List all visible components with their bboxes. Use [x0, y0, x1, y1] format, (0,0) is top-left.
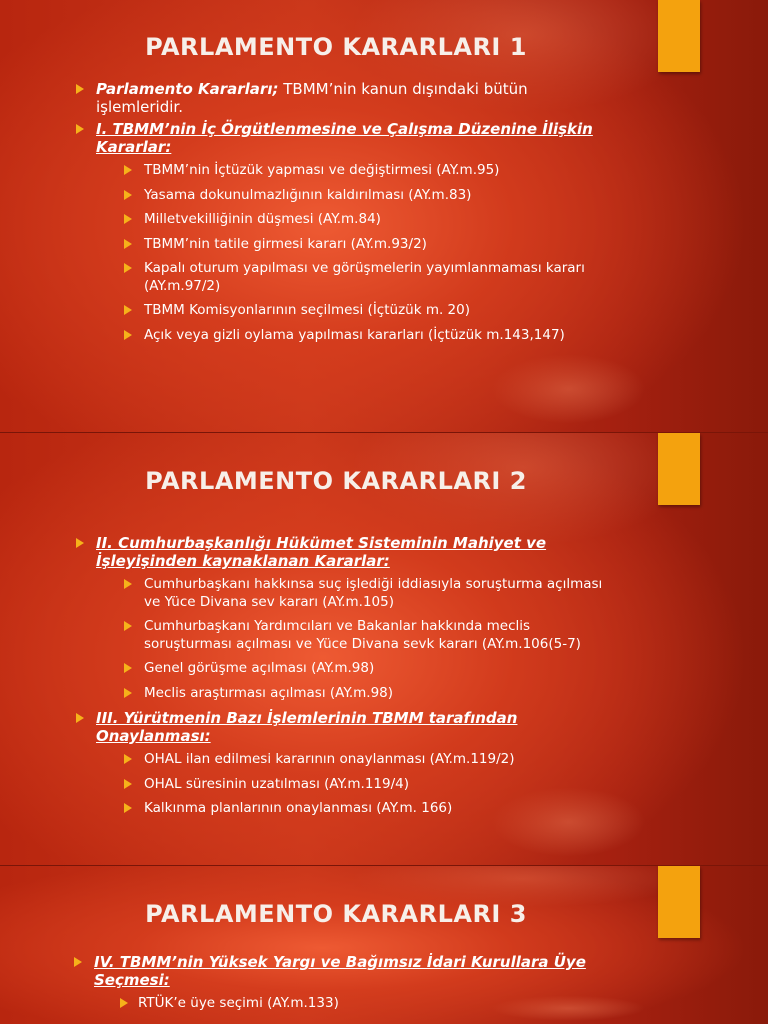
sub-list: [94, 995, 612, 1013]
list-item: TBMM Komisyonlarının seçilmesi (İçtüzük m. 20): [118, 302, 614, 320]
list-item: OHAL ilan edilmesi kararının onaylanması (AY.m.119/2): [118, 751, 614, 769]
list-item: Cumhurbaşkanı Yardımcıları ve Bakanlar hakkında meclis soruşturması açılması ve Yüce Divana sevk kararı (AY.m.106(5-7): [118, 618, 614, 653]
section-heading: III. Yürütmenin Bazı İşlemlerinin TBMM tarafından Onaylanması:: [96, 709, 518, 745]
section-heading: IV. TBMM’nin Yüksek Yargı ve Bağımsız İdari Kurullara Üye Seçmesi:: [94, 953, 586, 989]
slide-content: [74, 80, 614, 351]
sub-list: [96, 751, 614, 818]
list-item: Genel görüşme açılması (AY.m.98): [118, 660, 614, 678]
sub-list: [96, 576, 614, 702]
list-item: TBMM’nin İçtüzük yapması ve değiştirmesi (AY.m.95): [118, 162, 614, 180]
list-item: Kapalı oturum yapılması ve görüşmelerin yayımlanmaması kararı (AY.m.97/2): [118, 260, 614, 295]
list-item: Milletvekilliğinin düşmesi (AY.m.84): [118, 211, 614, 229]
slide-2: [0, 433, 768, 865]
slide-title: PARLAMENTO KARARLARI 3: [145, 900, 527, 928]
slide-title: PARLAMENTO KARARLARI 2: [145, 467, 527, 495]
intro-definition: TBMM’nin kanun dışındaki bütün işlemleridir.: [96, 80, 528, 116]
section-bullet: [74, 534, 614, 702]
section-heading: II. Cumhurbaşkanlığı Hükümet Sisteminin Mahiyet ve İşleyişinden kaynaklanan Kararlar:: [96, 534, 547, 570]
list-item: RTÜK’e üye seçimi (AY.m.133): [114, 995, 612, 1013]
intro-bullet: [74, 80, 614, 116]
sub-list: [96, 162, 614, 344]
slide-content: [74, 534, 614, 825]
list-item: Meclis araştırması açılması (AY.m.98): [118, 685, 614, 703]
section-bullet: [72, 953, 612, 1013]
list-item: Cumhurbaşkanı hakkınsa suç işlediği iddiasıyla soruşturma açılması ve Yüce Divana sev kararı (AY.m.105): [118, 576, 614, 611]
list-item: TBMM’nin tatile girmesi kararı (AY.m.93/2): [118, 236, 614, 254]
slide-title: PARLAMENTO KARARLARI 1: [145, 33, 527, 61]
slide-3: [0, 866, 768, 1024]
list-item: OHAL süresinin uzatılması (AY.m.119/4): [118, 776, 614, 794]
section-bullet: [74, 709, 614, 818]
list-item: Kalkınma planlarının onaylanması (AY.m. 166): [118, 800, 614, 818]
slide-content: [72, 953, 612, 1020]
list-item: Yasama dokunulmazlığının kaldırılması (AY.m.83): [118, 187, 614, 205]
slide-1: [0, 0, 768, 432]
section-heading: I. TBMM’nin İç Örgütlenmesine ve Çalışma Düzenine İlişkin Kararlar:: [96, 120, 593, 156]
section-bullet: [74, 120, 614, 344]
intro-term: Parlamento Kararları;: [96, 80, 279, 98]
list-item: Açık veya gizli oylama yapılması kararları (İçtüzük m.143,147): [118, 327, 614, 345]
